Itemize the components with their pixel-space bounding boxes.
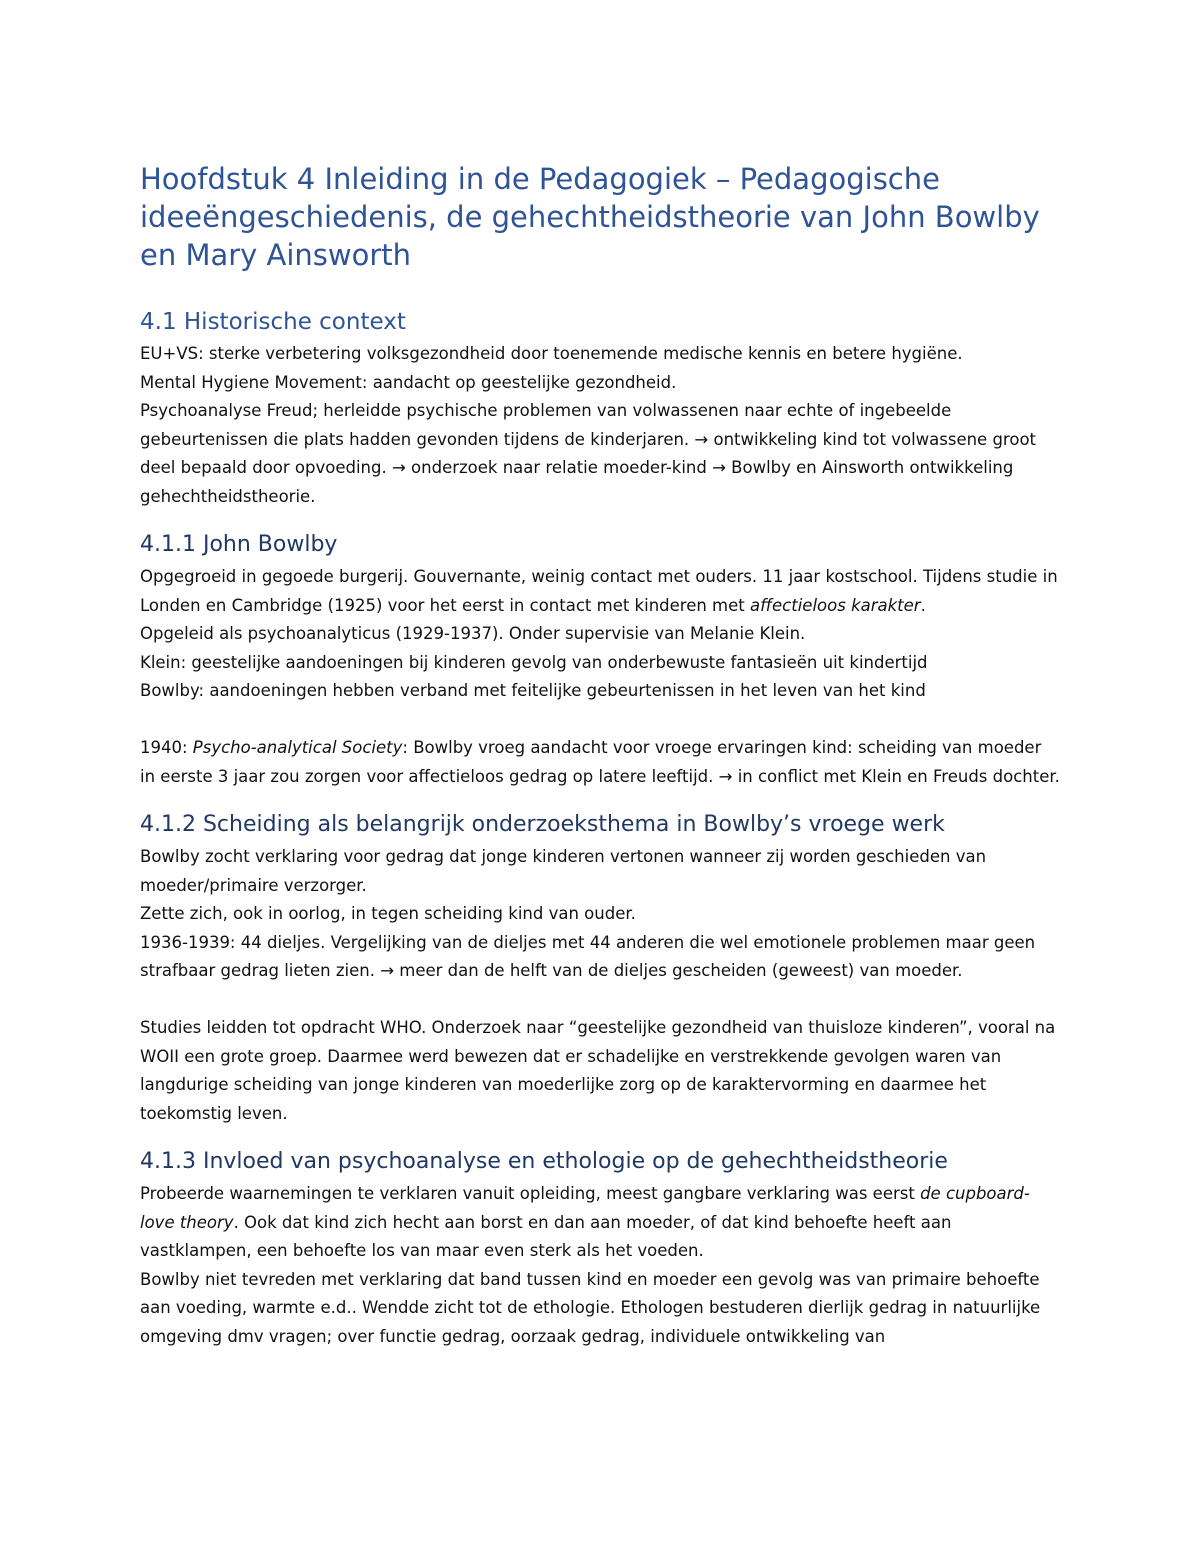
section-4-1-2-paragraph-4: Studies leidden tot opdracht WHO. Onderzoek naar “geestelijke gezondheid van thuisloze kinderen”, vooral na WOII een grote groep. Daarmee werd bewezen dat er schadelijke en verstrekkende gevolgen waren van langdurige scheiding van jonge kinderen van moederlijke zorg op de karaktervorming en daarmee het toekomstig leven. xyxy=(140,1018,1056,1123)
section-4-1-2-line-2: Zette zich, ook in oorlog, in tegen scheiding kind van ouder. xyxy=(140,904,636,923)
document-title: Hoofdstuk 4 Inleiding in de Pedagogiek – Pedagogische ideeëngeschiedenis, de gehechtheidstheorie van John Bowlby en Mary Ainsworth xyxy=(140,162,1040,272)
section-4-1-3-heading: 4.1.3 Invloed van psychoanalyse en ethologie op de gehechtheidstheorie xyxy=(140,1149,948,1174)
section-4-1-3-paragraph-1: Probeerde waarnemingen te verklaren vanuit opleiding, meest gangbare verklaring was eerst de cupboard-love theory. Ook dat kind zich hecht aan borst en dan aan moeder, of dat kind behoefte heeft aan vastklampen, een behoefte los van maar even sterk als het voeden. xyxy=(140,1184,1030,1260)
section-4-1 xyxy=(140,306,1060,511)
section-4-1-3-paragraph-2: Bowlby niet tevreden met verklaring dat band tussen kind en moeder een gevolg was van primaire behoefte aan voeding, warmte e.d.. Wendde zicht tot de ethologie. Ethologen bestuderen dierlijk gedrag in natuurlijke omgeving dmv vragen; over functie gedrag, oorzaak gedrag, individuele ontwikkeling van xyxy=(140,1269,1041,1346)
section-4-1-3 xyxy=(140,1146,1060,1351)
emphasis-text: de cupboard-love theory xyxy=(140,1184,1030,1232)
section-4-1-2-paragraph-1: Bowlby zocht verklaring voor gedrag dat jonge kinderen vertonen wanneer zij worden geschieden van moeder/primaire verzorger. xyxy=(140,847,987,895)
emphasis-text: Psycho-analytical Society xyxy=(192,738,403,757)
section-4-1-heading: 4.1 Historische context xyxy=(140,309,406,335)
section-4-1-1-line-2: Opgeleid als psychoanalyticus (1929-1937). Onder supervisie van Melanie Klein. xyxy=(140,624,806,643)
section-4-1-1 xyxy=(140,529,1060,791)
section-4-1-1-line-4: Bowlby: aandoeningen hebben verband met feitelijke gebeurtenissen in het leven van het kind xyxy=(140,681,926,700)
section-4-1-2-heading: 4.1.2 Scheiding als belangrijk onderzoeksthema in Bowlby’s vroege werk xyxy=(140,812,945,837)
section-4-1-1-paragraph-1: Opgegroeid in gegoede burgerij. Gouvernante, weinig contact met ouders. 11 jaar kostschool. Tijdens studie in Londen en Cambridge (1925) voor het eerst in contact met kinderen met affectieloos karakter. xyxy=(140,567,1058,615)
emphasis-text: affectieloos karakter xyxy=(750,595,921,615)
section-4-1-line-1: EU+VS: sterke verbetering volksgezondheid door toenemende medische kennis en betere hygiëne. xyxy=(140,344,963,363)
section-4-1-1-line-3: Klein: geestelijke aandoeningen bij kinderen gevolg van onderbewuste fantasieën uit kindertijd xyxy=(140,652,928,672)
section-4-1-line-2: Mental Hygiene Movement: aandacht op geestelijke gezondheid. xyxy=(140,372,677,392)
section-4-1-2-paragraph-3: 1936-1939: 44 dieljes. Vergelijking van de dieljes met 44 anderen die wel emotionele problemen maar geen strafbaar gedrag lieten zien. → meer dan de helft van de dieljes gescheiden (geweest) van moeder. xyxy=(140,932,1036,980)
section-4-1-1-heading: 4.1.1 John Bowlby xyxy=(140,532,338,557)
section-4-1-1-paragraph-5: 1940: Psycho-analytical Society: Bowlby vroeg aandacht voor vroege ervaringen kind: scheiding van moeder in eerste 3 jaar zou zorgen voor affectieloos gedrag op latere leeftijd. → in conflict met Klein en Freuds dochter. xyxy=(140,738,1060,786)
section-4-1-paragraph-3: Psychoanalyse Freud; herleidde psychische problemen van volwassenen naar echte of ingebeelde gebeurtenissen die plats hadden gevonden tijdens de kinderjaren. → ontwikkeling kind tot volwassene groot deel bepaald door opvoeding. → onderzoek naar relatie moeder-kind → Bowlby en Ainsworth ontwikkeling gehechtheidstheorie. xyxy=(140,401,1037,506)
document-page xyxy=(140,160,1060,1351)
section-4-1-2 xyxy=(140,809,1060,1128)
